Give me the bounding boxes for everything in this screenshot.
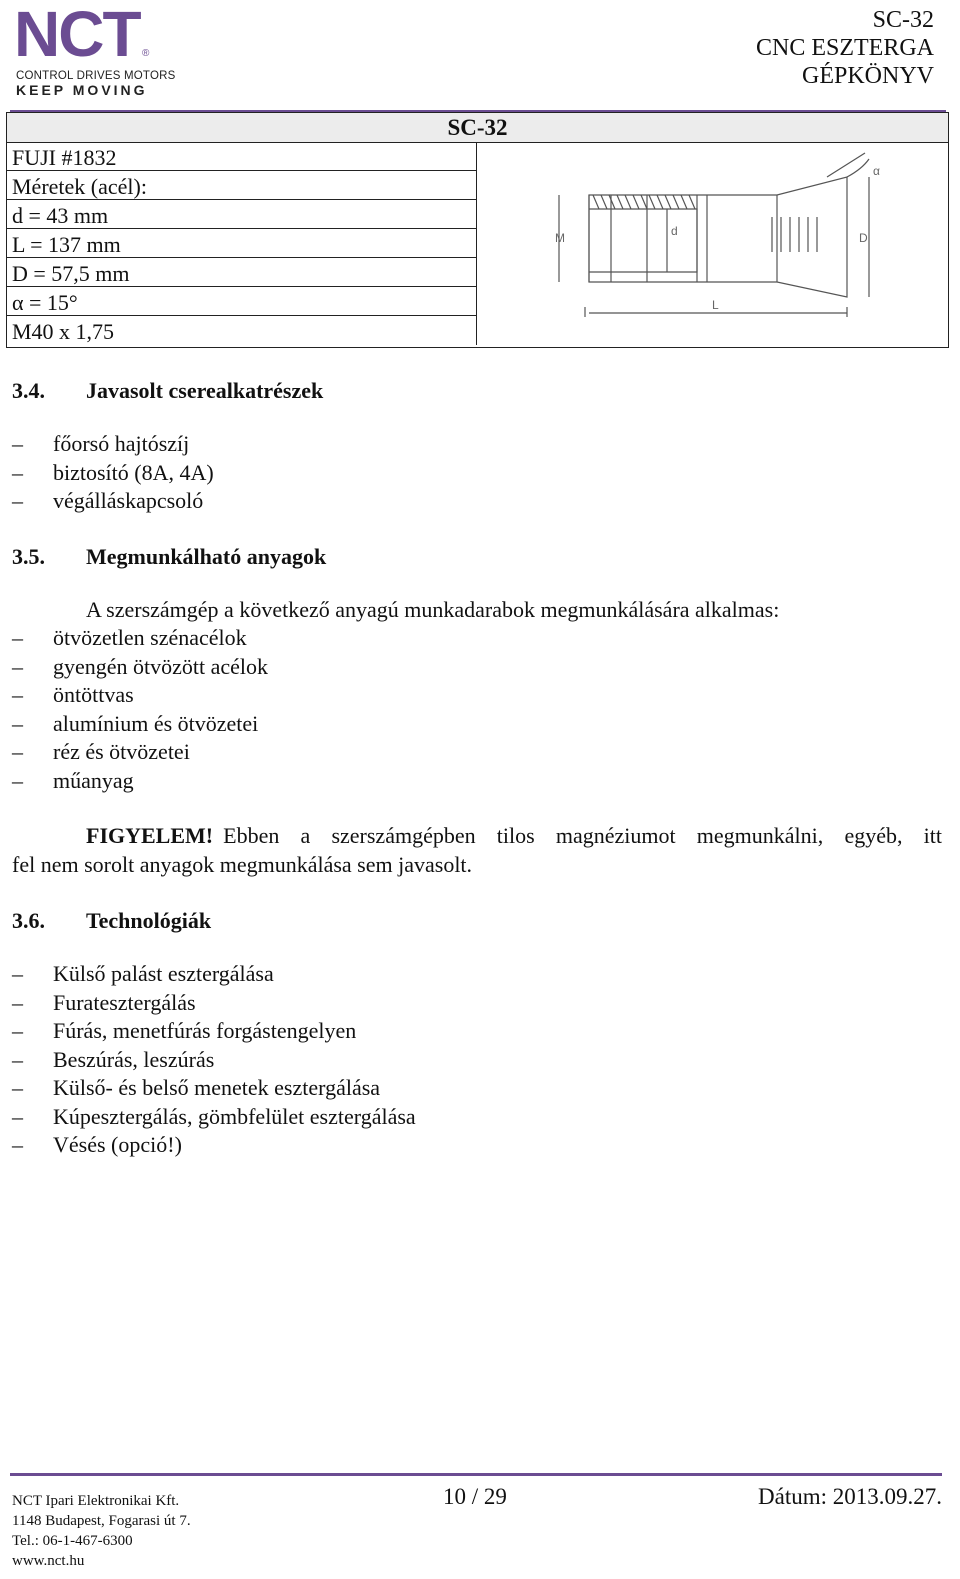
warning-text-line1: Ebben a szerszámgépben tilos magnéziumot megmunkálni, egyéb, itt	[223, 823, 942, 848]
bullet-dash: –	[12, 653, 23, 679]
header-model: SC-32	[872, 7, 934, 33]
bullet-dash: –	[12, 625, 23, 650]
section-title: Technológiák	[86, 908, 212, 933]
warning-text-line2: fel nem sorolt anyagok megmunkálása sem javasolt.	[12, 851, 473, 877]
logo-text: NCT	[14, 0, 140, 70]
materials-intro: A szerszámgép a következő anyagú munkadarabok megmunkálására alkalmas:	[86, 597, 780, 622]
document-header	[756, 6, 934, 90]
section-title: Megmunkálható anyagok	[86, 544, 327, 569]
list-item: – Külső palást esztergálása	[12, 960, 812, 989]
bullet-dash: –	[12, 1132, 23, 1157]
section-3-4-heading	[12, 378, 612, 404]
section-3-6-heading	[12, 908, 612, 934]
page-number: 10 / 29	[443, 1484, 507, 1509]
spec-row-thread: M40 x 1,75	[7, 316, 477, 345]
technologies-list	[12, 960, 812, 1160]
header-doc-type: GÉPKÖNYV	[802, 63, 934, 89]
label-big-d: D	[859, 231, 868, 245]
company-address: 1148 Budapest, Fogarasi út 7.	[12, 1513, 191, 1529]
header-machine: CNC ESZTERGA	[755, 35, 934, 61]
bullet-dash: –	[12, 459, 23, 485]
spec-row-alpha: α = 15°	[7, 287, 477, 316]
warning-label: FIGYELEM!	[86, 823, 214, 848]
spec-table-title: SC-32	[7, 113, 948, 143]
list-item: – Furatesztergálás	[12, 989, 812, 1018]
spec-table	[6, 112, 949, 348]
spec-row-dimensions-label: Méretek (acél):	[7, 171, 477, 200]
footer-divider	[10, 1473, 942, 1476]
footer-company-info	[12, 1491, 191, 1571]
list-item: – végálláskapcsoló	[12, 487, 712, 516]
company-name: NCT Ipari Elektronikai Kft.	[12, 1493, 180, 1509]
section-number: 3.6.	[12, 908, 45, 933]
list-item: – Beszúrás, leszúrás	[12, 1046, 812, 1075]
list-item: – Kúpesztergálás, gömbfelület esztergálása	[12, 1103, 812, 1132]
bullet-dash: –	[12, 1046, 23, 1072]
list-item: – öntöttvas	[12, 681, 712, 710]
label-d: d	[671, 224, 678, 238]
list-item: – főorsó hajtószíj	[12, 430, 712, 459]
spare-parts-list	[12, 430, 712, 516]
bullet-dash: –	[12, 488, 23, 513]
bullet-dash: –	[12, 767, 23, 793]
list-item: – réz és ötvözetei	[12, 738, 712, 767]
spec-row-big-d: D = 57,5 mm	[7, 258, 477, 287]
list-item: – alumínium és ötvözetei	[12, 710, 712, 739]
section-number: 3.5.	[12, 544, 45, 569]
logo-subtitle: CONTROL DRIVES MOTORS	[16, 70, 176, 82]
spec-list	[7, 142, 477, 345]
list-item: – ötvözetlen szénacélok	[12, 624, 712, 653]
list-item: – Fúrás, menetfúrás forgástengelyen	[12, 1017, 812, 1046]
list-item: – Külső- és belső menetek esztergálása	[12, 1074, 812, 1103]
bullet-dash: –	[12, 710, 23, 736]
bullet-dash: –	[12, 739, 23, 764]
bullet-dash: –	[12, 1018, 23, 1043]
registered-mark: ®	[142, 48, 150, 59]
company-website: www.nct.hu	[12, 1553, 85, 1569]
bullet-dash: –	[12, 989, 23, 1015]
label-m: M	[555, 231, 565, 245]
bullet-dash: –	[12, 431, 23, 456]
bullet-dash: –	[12, 1103, 23, 1129]
materials-list	[12, 624, 712, 795]
section-title: Javasolt cserealkatrészek	[86, 378, 324, 403]
company-phone: Tel.: 06-1-467-6300	[12, 1533, 133, 1549]
list-item: – műanyag	[12, 767, 712, 796]
list-item: – Vésés (opció!)	[12, 1131, 812, 1160]
bullet-dash: –	[12, 682, 23, 707]
label-alpha: α	[873, 164, 880, 178]
spec-row-l: L = 137 mm	[7, 229, 477, 258]
nct-logo	[14, 0, 176, 98]
list-item: – gyengén ötvözött acélok	[12, 653, 712, 682]
collet-drawing	[547, 147, 887, 347]
warning-paragraph	[12, 822, 942, 879]
spec-row-d: d = 43 mm	[7, 200, 477, 229]
document-date: Dátum: 2013.09.27.	[758, 1484, 942, 1509]
bullet-dash: –	[12, 1075, 23, 1100]
list-item: – biztosító (8A, 4A)	[12, 459, 712, 488]
logo-tagline: KEEP MOVING	[16, 82, 148, 98]
bullet-dash: –	[12, 961, 23, 986]
section-number: 3.4.	[12, 378, 45, 403]
spec-row-model: FUJI #1832	[7, 142, 477, 171]
section-3-5-heading	[12, 544, 612, 570]
label-l: L	[712, 298, 719, 312]
